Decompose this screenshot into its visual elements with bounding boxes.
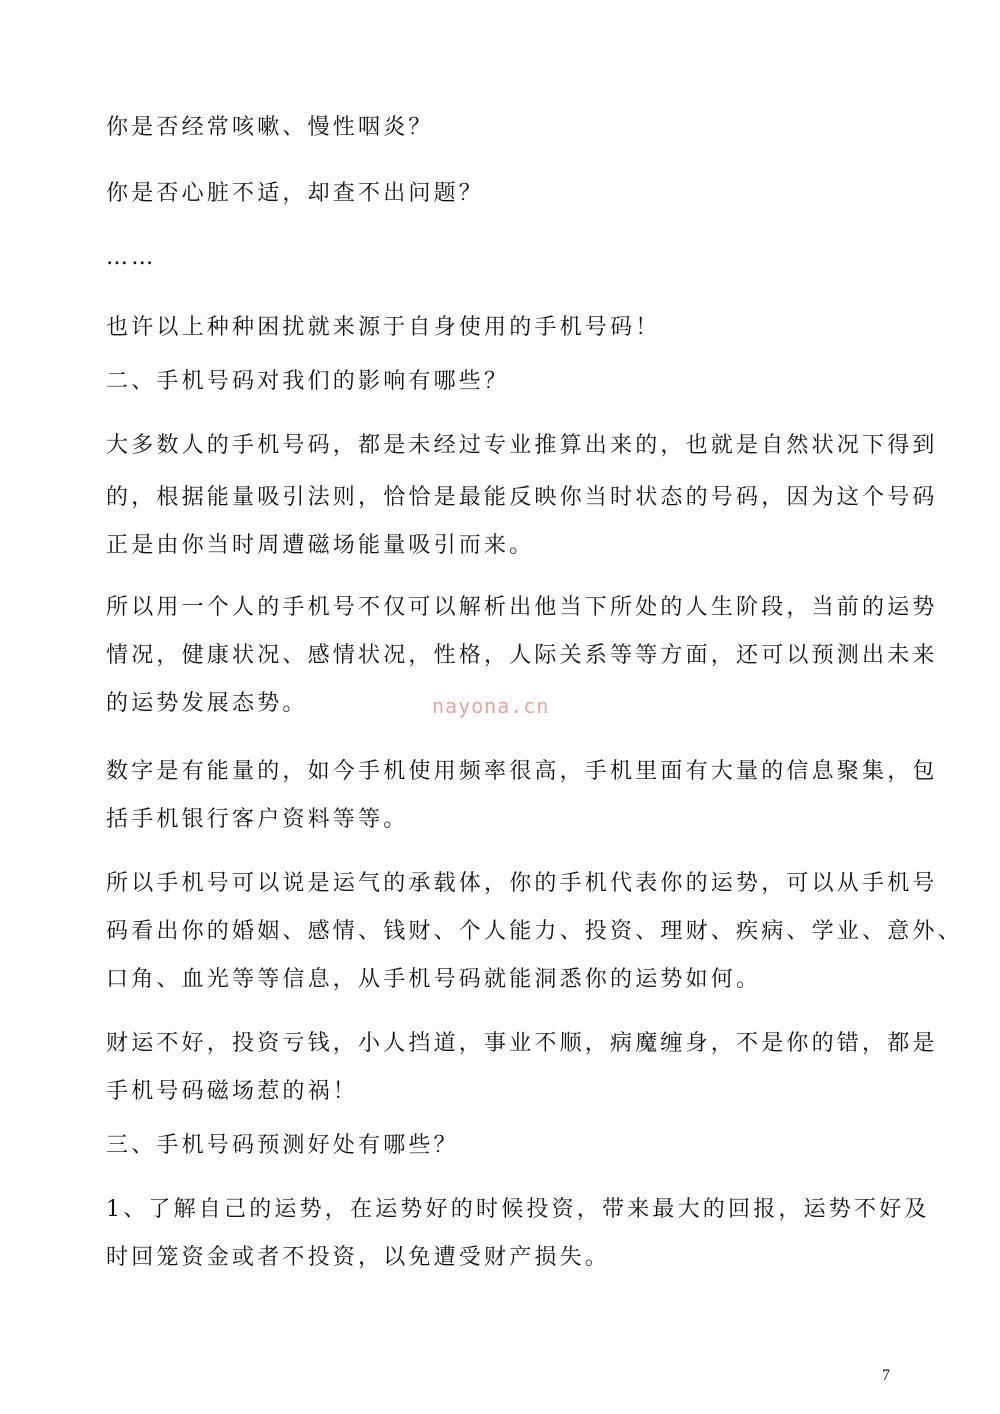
- paragraph-line: 括手机银行客户资料等等。: [106, 807, 409, 832]
- paragraph-line: 的运势发展态势。: [106, 691, 308, 716]
- section-heading-2: 二、手机号码对我们的影响有哪些？: [106, 369, 510, 394]
- section-heading-3: 三、手机号码预测好处有哪些？: [106, 1133, 459, 1158]
- paragraph-line: 情况，健康状况、感情状况，性格，人际关系等等方面，还可以预测出未来: [106, 643, 938, 668]
- conclusion-sentence: 也许以上种种困扰就来源于自身使用的手机号码！: [106, 315, 661, 340]
- question-cough: 你是否经常咳嗽、慢性咽炎？: [106, 115, 434, 140]
- ellipsis: ……: [106, 245, 157, 270]
- list-item-line: 时回笼资金或者不投资，以免遭受财产损失。: [106, 1245, 611, 1270]
- paragraph-line: 大多数人的手机号码，都是未经过专业推算出来的，也就是自然状况下得到: [106, 433, 938, 458]
- paragraph-line: 口角、血光等等信息，从手机号码就能洞悉你的运势如何。: [106, 967, 762, 992]
- question-heart: 你是否心脏不适，却查不出问题？: [106, 181, 485, 206]
- paragraph-line: 数字是有能量的，如今手机使用频率很高，手机里面有大量的信息聚集，包: [106, 759, 938, 784]
- list-item-line: 1、了解自己的运势，在运势好的时候投资，带来最大的回报，运势不好及: [106, 1197, 930, 1222]
- paragraph-line: 所以手机号可以说是运气的承载体，你的手机代表你的运势，可以从手机号: [106, 871, 938, 896]
- paragraph-line: 的，根据能量吸引法则，恰恰是最能反映你当时状态的号码，因为这个号码: [106, 485, 938, 510]
- page-number: 7: [882, 1367, 890, 1384]
- paragraph-line: 码看出你的婚姻、感情、钱财、个人能力、投资、理财、疾病、学业、意外、: [106, 919, 963, 944]
- paragraph-line: 正是由你当时周遭磁场能量吸引而来。: [106, 533, 535, 558]
- watermark: nayona.cn: [432, 694, 550, 718]
- paragraph-line: 所以用一个人的手机号不仅可以解析出他当下所处的人生阶段，当前的运势: [106, 595, 938, 620]
- paragraph-line: 财运不好，投资亏钱，小人挡道，事业不顺，病魔缠身，不是你的错，都是: [106, 1031, 938, 1056]
- paragraph-line: 手机号码磁场惹的祸！: [106, 1079, 359, 1104]
